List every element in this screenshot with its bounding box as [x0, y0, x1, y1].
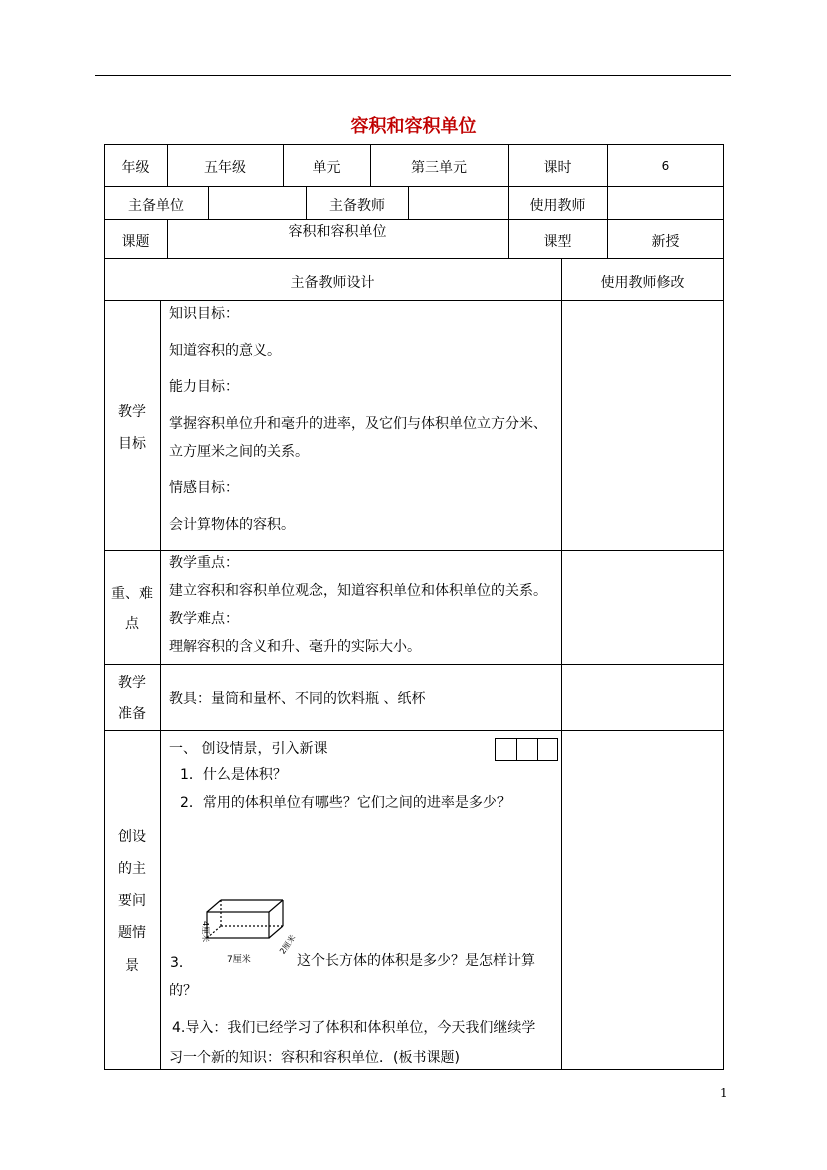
ability-text: 掌握容积单位升和毫升的进率，及它们与体积单位立方分米、 — [169, 416, 547, 432]
question-4-text: 习一个新的知识：容积和容积单位．(板书课题) — [169, 1050, 460, 1066]
situation-label: 的主 — [118, 861, 146, 877]
user-teacher-label: 使用教师 — [529, 198, 586, 214]
prep-teacher-label: 主备教师 — [329, 198, 385, 214]
cuboid-length-label: 7厘米 — [227, 955, 251, 965]
period-label: 课时 — [543, 160, 572, 176]
question-4-text: 4.导入：我们已经学习了体积和体积单位，今天我们继续学 — [172, 1020, 536, 1036]
cuboid-figure — [193, 892, 298, 966]
hard-title: 教学难点： — [169, 611, 239, 627]
situation-label: 题情 — [118, 925, 146, 941]
question-3-text: 的？ — [169, 983, 197, 999]
score-boxes — [495, 738, 558, 761]
cuboid-width-label: 2厘米 — [278, 933, 298, 956]
knowledge-text: 知道容积的意义。 — [169, 343, 281, 359]
prep-label: 准备 — [118, 706, 146, 722]
situation-label: 要问 — [118, 893, 146, 909]
unit-value: 第三单元 — [411, 160, 467, 176]
page-title: 容积和容积单位 — [350, 116, 477, 137]
tools-text: 教具：量筒和量杯、不同的饮料瓶 、纸杯 — [169, 691, 426, 707]
question-3-number: 3． — [170, 955, 193, 971]
emotion-text: 会计算物体的容积。 — [169, 517, 295, 533]
question-3-text: 这个长方体的体积是多少？是怎样计算 — [297, 953, 535, 969]
page-number: 1 — [720, 1086, 728, 1100]
goals-label: 目标 — [118, 436, 146, 452]
design-column-header: 主备教师设计 — [290, 275, 375, 291]
header-rule — [95, 75, 731, 76]
knowledge-title: 知识目标： — [169, 306, 239, 322]
key-points-label: 重、难 — [111, 586, 153, 602]
ability-text: 立方厘米之间的关系。 — [169, 444, 309, 460]
unit-label: 单元 — [312, 160, 341, 176]
emotion-title: 情感目标： — [169, 480, 239, 496]
key-points-label: 点 — [125, 616, 139, 632]
question-1: 1．什么是体积？ — [180, 767, 287, 783]
question-2: 2．常用的体积单位有哪些？它们之间的进率是多少？ — [180, 795, 511, 811]
prep-unit-label: 主备单位 — [128, 198, 184, 214]
key-title: 教学重点： — [169, 555, 239, 571]
topic-value: 容积和容积单位 — [288, 224, 387, 240]
key-text: 建立容积和容积单位观念，知道容积单位和体积单位的关系。 — [169, 583, 547, 599]
situation-label: 景 — [125, 958, 139, 974]
grade-label: 年级 — [121, 160, 150, 176]
situation-heading: 一、 创设情景，引入新课 — [169, 741, 328, 757]
ability-title: 能力目标： — [169, 379, 239, 395]
hard-text: 理解容积的含义和升、毫升的实际大小。 — [169, 639, 421, 655]
type-label: 课型 — [543, 234, 572, 250]
type-value: 新授 — [651, 234, 680, 250]
modify-column-header: 使用教师修改 — [600, 275, 685, 291]
topic-label: 课题 — [121, 234, 150, 250]
cuboid-height-label: 4厘米 — [201, 921, 210, 943]
prep-label: 教学 — [118, 675, 146, 691]
situation-label: 创设 — [118, 829, 146, 845]
period-value: 6 — [661, 159, 670, 173]
grade-value: 五年级 — [204, 160, 246, 176]
goals-label: 教学 — [118, 404, 146, 420]
